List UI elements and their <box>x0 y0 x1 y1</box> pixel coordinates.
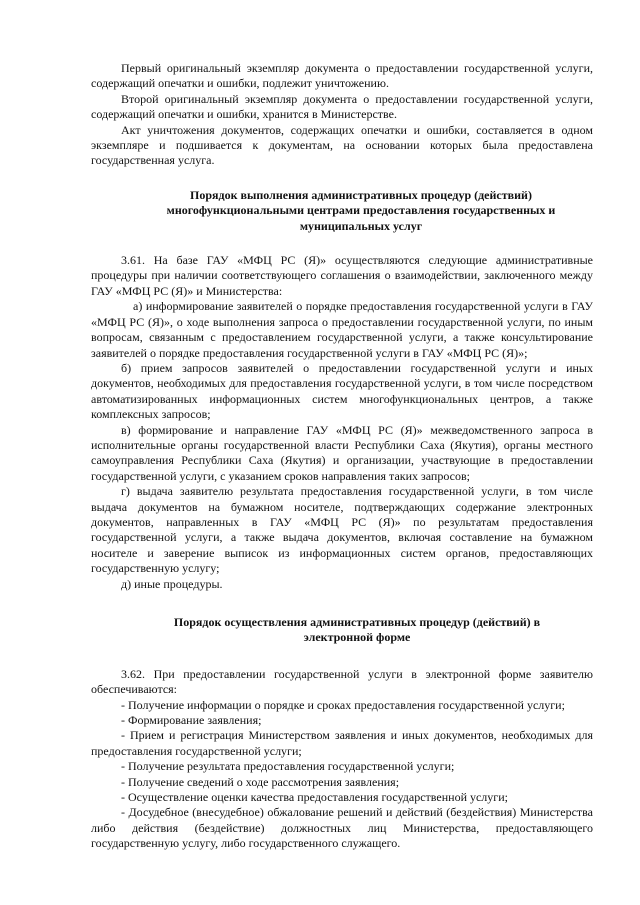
bullet-item-4: - Получение результата предоставления государственной услуги; <box>121 759 455 774</box>
bullet-item-7: - Досудебное (внесудебное) обжалование решений и действий (бездействия) Министерства либо действия (бездействие) должностных лиц Министерства, предоставляющего государственную услугу, либо государственного служащего. <box>91 805 593 851</box>
bullet-item-6: - Осуществление оценки качества предоставления государственной услуги; <box>121 790 508 805</box>
intro-paragraph-1: Первый оригинальный экземпляр документа о предоставлении государственной услуги, содержащий опечатки и ошибки, подлежит уничтожению. <box>91 61 593 91</box>
section-heading-mfc: Порядок выполнения административных процедур (действий) многофункциональными центрами предоставления государственных и муниципальных услуг <box>166 187 556 233</box>
bullet-item-5: - Получение сведений о ходе рассмотрения заявления; <box>121 774 400 789</box>
list-item-v: в) формирование и направление ГАУ «МФЦ РС (Я)» межведомственного запроса в исполнительные органы государственной власти Республики Саха (Якутия), органы местного самоуправления Республики Саха (Якутия) и организации, участвующие в предоставлении государственной услуги, с указанием сроков направления таких запросов; <box>91 422 593 483</box>
section-heading-electronic: Порядок осуществления административных процедур (действий) в электронной форме <box>173 615 541 645</box>
list-item-d: д) иные процедуры. <box>121 576 223 591</box>
intro-paragraph-2: Второй оригинальный экземпляр документа о предоставлении государственной услуги, содержащий опечатки и ошибки, хранится в Министерстве. <box>91 91 593 122</box>
bullet-item-2: - Формирование заявления; <box>121 713 262 728</box>
intro-paragraph-3: Акт уничтожения документов, содержащих опечатки и ошибки, составляется в одном экземпляре и подшивается к документам, на основании которых была предоставлена государственная услуга. <box>91 122 593 168</box>
bullet-item-3: - Прием и регистрация Министерством заявления и иных документов, необходимых для предоставления государственной услуги; <box>91 728 593 758</box>
paragraph-3-62: 3.62. При предоставлении государственной услуги в электронной форме заявителю обеспечиваются: <box>91 666 593 697</box>
document-body <box>91 61 593 852</box>
paragraph-3-61: 3.61. На базе ГАУ «МФЦ РС (Я)» осуществляются следующие административные процедуры при наличии соответствующего соглашения о взаимодействии, заключенного между ГАУ «МФЦ РС (Я)» и Министерства: <box>91 253 593 298</box>
list-item-b: б) прием запросов заявителей о предоставлении государственной услуги и иных документов, необходимых для предоставления государственной услуги, в том числе посредством автоматизированных информационных систем многофункциональных центров, а также комплексных запросов; <box>91 360 593 422</box>
list-item-a: а) информирование заявителей о порядке предоставления государственной услуги в ГАУ «МФЦ РС (Я)», о ходе выполнения запроса о предоставлении государственной услуги, по иным вопросам, связанным с предоставлением государственной услуги, а также консультирование заявителей о порядке предоставления государственной услуги в ГАУ «МФЦ РС (Я)»; <box>91 299 593 360</box>
list-item-g: г) выдача заявителю результата предоставления государственной услуги, в том числе выдача документов на бумажном носителе, подтверждающих содержание электронных документов, направленных в ГАУ «МФЦ РС (Я)» по результатам предоставления государственной услуги, а также выдача документов, включая составление на бумажном носителе и заверение выписок из информационных систем органов, предоставляющих государственную услугу; <box>91 484 593 576</box>
bullet-item-1: - Получение информации о порядке и сроках предоставления государственной услуги; <box>121 697 565 712</box>
